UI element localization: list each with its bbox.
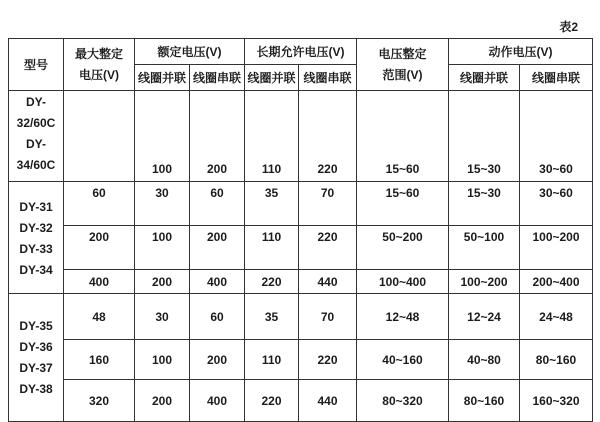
cell-longterm-series: 220 bbox=[299, 91, 357, 182]
table-caption: 表2 bbox=[559, 20, 578, 34]
cell-operate-series: 200~400 bbox=[520, 270, 593, 294]
relay-voltage-spec-table bbox=[8, 38, 593, 422]
col-header-max-setting-line1: 最大整定 bbox=[74, 46, 123, 61]
cell-rated-series: 400 bbox=[190, 380, 245, 422]
cell-operate-series: 24~48 bbox=[520, 294, 593, 340]
cell-rated-series: 60 bbox=[190, 182, 245, 226]
cell-max-voltage: 48 bbox=[64, 294, 135, 340]
model-label: DY-31 bbox=[19, 200, 53, 214]
model-label: DY-34 bbox=[19, 263, 53, 277]
cell-longterm-series: 220 bbox=[299, 340, 357, 380]
cell-setting-range: 15~60 bbox=[357, 91, 449, 182]
col-header-max-setting bbox=[64, 39, 135, 91]
col-subheader-operate-parallel: 线圈并联 bbox=[449, 65, 520, 91]
cell-longterm-parallel: 35 bbox=[245, 294, 299, 340]
cell-operate-parallel: 15~30 bbox=[449, 91, 520, 182]
cell-rated-series: 60 bbox=[190, 294, 245, 340]
cell-longterm-parallel: 220 bbox=[245, 380, 299, 422]
cell-rated-series: 200 bbox=[190, 226, 245, 270]
table-row bbox=[9, 380, 593, 422]
cell-rated-series: 400 bbox=[190, 270, 245, 294]
col-header-longterm-voltage: 长期允许电压(V) bbox=[245, 39, 357, 65]
cell-longterm-parallel: 110 bbox=[245, 340, 299, 380]
cell-setting-range: 15~60 bbox=[357, 182, 449, 226]
col-header-setting-range-line1: 电压整定 bbox=[378, 46, 427, 61]
cell-longterm-series: 70 bbox=[299, 294, 357, 340]
model-cell bbox=[9, 91, 64, 182]
cell-longterm-parallel: 110 bbox=[245, 226, 299, 270]
cell-operate-parallel: 40~80 bbox=[449, 340, 520, 380]
col-subheader-rated-series: 线圈串联 bbox=[190, 65, 245, 91]
col-subheader-rated-parallel: 线圈并联 bbox=[135, 65, 190, 91]
col-header-max-setting-line2: 电压(V) bbox=[79, 67, 119, 82]
table-row bbox=[9, 91, 593, 182]
cell-longterm-parallel: 35 bbox=[245, 182, 299, 226]
cell-operate-parallel: 50~100 bbox=[449, 226, 520, 270]
cell-setting-range: 50~200 bbox=[357, 226, 449, 270]
cell-operate-parallel: 12~24 bbox=[449, 294, 520, 340]
col-header-setting-range-line2: 范围(V) bbox=[382, 67, 423, 82]
cell-rated-parallel: 200 bbox=[135, 380, 190, 422]
model-label: DY-35 bbox=[19, 318, 53, 333]
cell-longterm-parallel: 110 bbox=[245, 91, 299, 182]
cell-setting-range: 12~48 bbox=[357, 294, 449, 340]
table-row bbox=[9, 182, 593, 226]
cell-max-voltage bbox=[64, 91, 135, 182]
cell-setting-range: 40~160 bbox=[357, 340, 449, 380]
cell-longterm-series: 220 bbox=[299, 226, 357, 270]
cell-max-voltage: 400 bbox=[64, 270, 135, 294]
cell-operate-series: 30~60 bbox=[520, 182, 593, 226]
cell-rated-parallel: 30 bbox=[135, 294, 190, 340]
table-row bbox=[9, 226, 593, 270]
col-header-rated-voltage: 额定电压(V) bbox=[135, 39, 245, 65]
cell-operate-parallel: 15~30 bbox=[449, 182, 520, 226]
model-label: DY-33 bbox=[19, 242, 53, 256]
cell-rated-parallel: 100 bbox=[135, 226, 190, 270]
col-subheader-operate-series: 线圈串联 bbox=[520, 65, 593, 91]
model-label: DY-34/60C bbox=[16, 137, 56, 172]
col-header-model: 型号 bbox=[9, 39, 64, 91]
cell-rated-parallel: 200 bbox=[135, 270, 190, 294]
cell-rated-series: 200 bbox=[190, 340, 245, 380]
model-label: DY-32 bbox=[19, 221, 53, 235]
cell-operate-parallel: 100~200 bbox=[449, 270, 520, 294]
cell-rated-series: 200 bbox=[190, 91, 245, 182]
model-label: DY-37 bbox=[19, 360, 53, 375]
cell-longterm-parallel: 220 bbox=[245, 270, 299, 294]
model-label: DY-32/60C bbox=[16, 95, 56, 130]
cell-setting-range: 100~400 bbox=[357, 270, 449, 294]
col-subheader-longterm-parallel: 线圈并联 bbox=[245, 65, 299, 91]
table-row bbox=[9, 270, 593, 294]
table-row bbox=[9, 294, 593, 340]
model-label: DY-38 bbox=[19, 381, 53, 396]
table-row bbox=[9, 340, 593, 380]
cell-max-voltage: 320 bbox=[64, 380, 135, 422]
model-label: DY-36 bbox=[19, 339, 53, 354]
cell-rated-parallel: 100 bbox=[135, 340, 190, 380]
model-cell bbox=[9, 182, 64, 294]
cell-max-voltage: 60 bbox=[64, 182, 135, 226]
cell-rated-parallel: 100 bbox=[135, 91, 190, 182]
cell-operate-parallel: 80~160 bbox=[449, 380, 520, 422]
cell-rated-parallel: 30 bbox=[135, 182, 190, 226]
col-header-setting-range bbox=[357, 39, 449, 91]
col-header-operate-voltage: 动作电压(V) bbox=[449, 39, 593, 65]
cell-longterm-series: 440 bbox=[299, 380, 357, 422]
cell-operate-series: 80~160 bbox=[520, 340, 593, 380]
cell-setting-range: 80~320 bbox=[357, 380, 449, 422]
cell-max-voltage: 200 bbox=[64, 226, 135, 270]
header-row-1 bbox=[9, 39, 593, 65]
cell-max-voltage: 160 bbox=[64, 340, 135, 380]
model-cell bbox=[9, 294, 64, 422]
cell-longterm-series: 70 bbox=[299, 182, 357, 226]
cell-longterm-series: 440 bbox=[299, 270, 357, 294]
cell-operate-series: 100~200 bbox=[520, 226, 593, 270]
col-subheader-longterm-series: 线圈串联 bbox=[299, 65, 357, 91]
cell-operate-series: 30~60 bbox=[520, 91, 593, 182]
cell-operate-series: 160~320 bbox=[520, 380, 593, 422]
